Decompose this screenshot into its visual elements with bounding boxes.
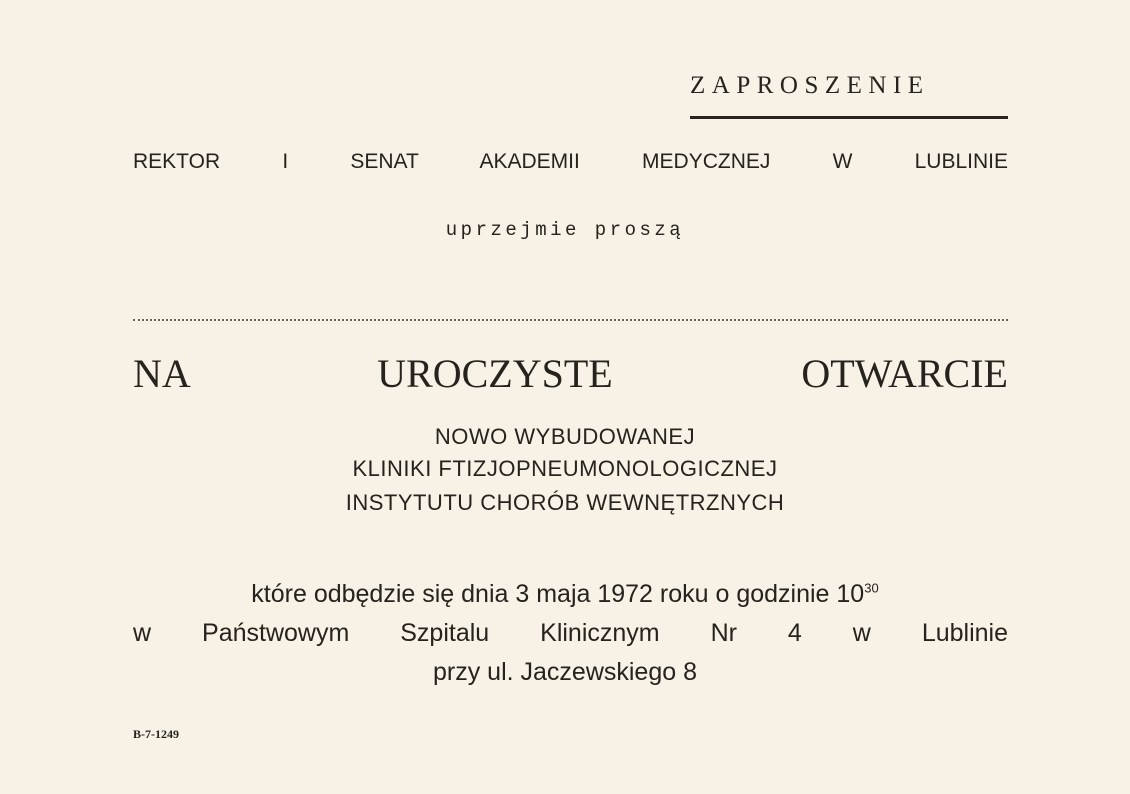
- place-line: w Państwowym Szpitalu Klinicznym Nr 4 w Lublinie: [133, 619, 1008, 647]
- request-line: uprzejmie proszą: [445, 219, 685, 241]
- subtitle-line: KLINIKI FTIZJOPNEUMONOLOGICZNEJ: [352, 456, 778, 481]
- time-minutes: 30: [864, 580, 879, 596]
- subtitle-line: INSTYTUTU CHORÓB WEWNĘTRZNYCH: [345, 490, 785, 515]
- event-heading: NA UROCZYSTE OTWARCIE: [133, 351, 1008, 396]
- title-underline: [690, 116, 1008, 119]
- inviters-line: REKTOR I SENAT AKADEMII MEDYCZNEJ W LUBLINIE: [133, 150, 1008, 173]
- date-text: które odbędzie się dnia 3 maja 1972 roku o godzinie 10: [251, 580, 865, 608]
- print-code: B-7-1249: [133, 727, 179, 741]
- address-line: przy ul. Jaczewskiego 8: [432, 658, 697, 686]
- date-line: [0, 580, 1130, 609]
- subtitle-line: NOWO WYBUDOWANEJ: [434, 424, 696, 449]
- invitation-title: ZAPROSZENIE: [690, 72, 930, 99]
- dotted-divider: [133, 319, 1008, 321]
